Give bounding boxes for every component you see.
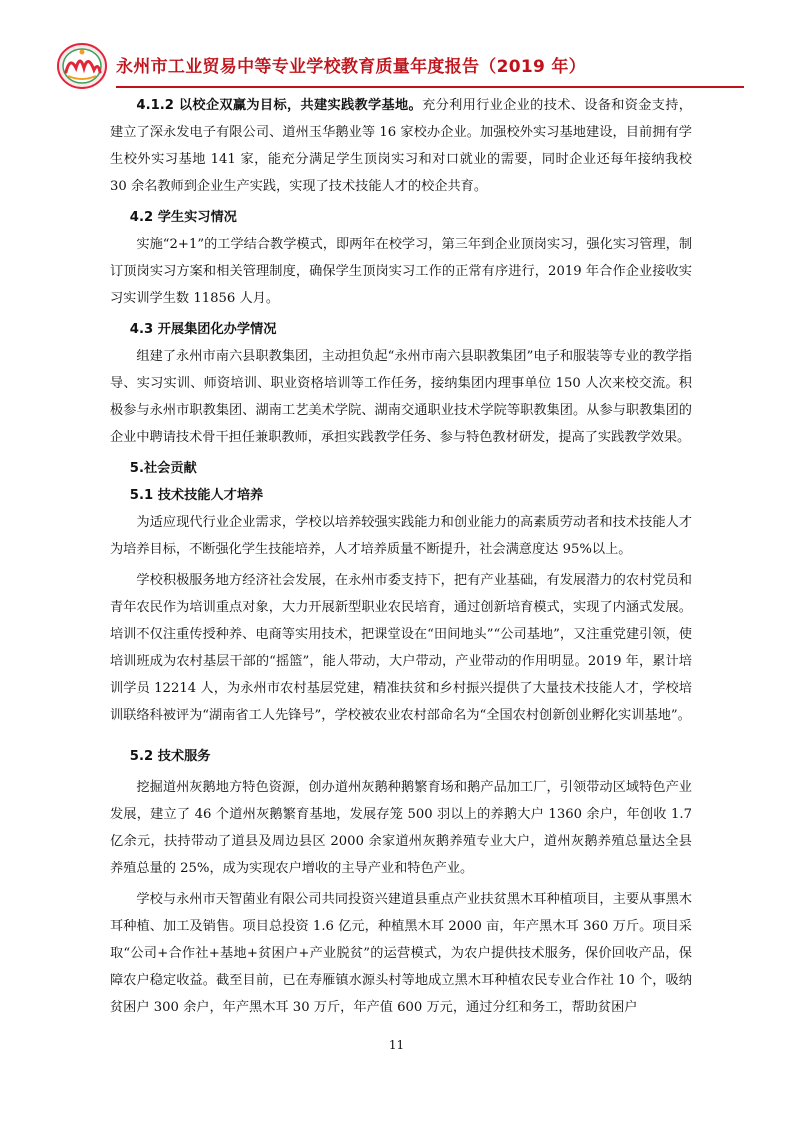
heading-5-1: 5.1 技术技能人才培养 (129, 488, 264, 503)
header-divider (116, 86, 744, 88)
paragraph-goose-industry: 挖掘道州灰鹅地方特色资源，创办道州灰鹅种鹅繁育场和鹅产品加工厂，引领带动区域特色产业发展，建立了 46 个道州灰鹅繁育基地，发展存笼 500 羽以上的养鹅大户 1360 余户，年创收 1.7 亿余元，扶持带动了道县及周边县区 2000 余家道州灰鹅养殖专业大户，道州灰鹅养殖总量达全县养殖总量的 25%，成为实现农户增收的主导产业和特色产业。 (110, 780, 692, 876)
paragraph-talent-training: 为适应现代行业企业需求，学校以培养较强实践能力和创业能力的高素质劳动者和技术技能人才为培养目标，不断强化学生技能培养，人才培养质量不断提升，社会满意度达 95%以上。 (110, 515, 692, 557)
heading-5: 5.社会贡献 (129, 461, 197, 476)
school-emblem-icon (56, 42, 108, 90)
paragraph-fungus-project: 学校与永州市天智菌业有限公司共同投资兴建道县重点产业扶贫黑木耳种植项目，主要从事黑木耳种植、加工及销售。项目总投资 1.6 亿元，种植黑木耳 2000 亩，年产黑木耳 360 万斤。项目采取“公司+合作社+基地+贫困户+产业脱贫”的运营模式，为农户提供技术服务，保价回收产品，保障农户稳定收益。截至目前，已在寿雁镇水源头村等地成立黑木耳种植农民专业合作社 10 个，吸纳贫困户 300 余户，年产黑木耳 30 万斤，年产值 600 万元，通过分红和务工，帮助贫困户 (110, 892, 692, 1015)
paragraph-internship: 实施“2+1”的工学结合教学模式，即两年在校学习，第三年到企业顶岗实习，强化实习管理，制订顶岗实习方案和相关管理制度，确保学生顶岗实习工作的正常有序进行，2019 年合作企业接收实习实训学生数 11856 人月。 (110, 237, 693, 306)
heading-4-3: 4.3 开展集团化办学情况 (129, 322, 277, 337)
page-header (56, 42, 746, 92)
paragraph-group-schooling: 组建了永州市南六县职教集团，主动担负起“永州市南六县职教集团”电子和服装等专业的教学指导、实习实训、师资培训、职业资格培训等工作任务，接纳集团内理事单位 150 人次来校交流。积极参与永州市职教集团、湖南工艺美术学院、湖南交通职业技术学院等职教集团。从参与职教集团的企业中聘请技术骨干担任兼职教师，承担实践教学任务、参与特色教材研发，提高了实践教学效果。 (110, 349, 692, 445)
heading-4-2: 4.2 学生实习情况 (129, 210, 237, 225)
document-body (110, 92, 692, 1021)
paragraph-local-service: 学校积极服务地方经济社会发展，在永州市委支持下，把有产业基础，有发展潜力的农村党员和青年农民作为培训重点对象，大力开展新型职业农民培育，通过创新培育模式，实现了内涵式发展。培训不仅注重传授种养、电商等实用技术，把课堂设在“田间地头”“公司基地”，又注重党建引领，使培训班成为农村基层干部的“摇篮”，能人带动，大户带动，产业带动的作用明显。2019 年，累计培训学员 12214 人，为永州市农村基层党建，精准扶贫和乡村振兴提供了大量技术技能人才，学校培训联络科被评为“湖南省工人先锋号”，学校被农业农村部命名为“全国农村创新创业孵化实训基地”。 (110, 573, 692, 723)
header-title: 永州市工业贸易中等专业学校教育质量年度报告（2019 年） (116, 57, 586, 77)
paragraph-4-1-2 (110, 92, 692, 200)
paragraph-text: 充分利用行业企业的技术、设备和资金支持，建立了深永发电子有限公司、道州玉华鹅业等 16 家校办企业。加强校外实习基地建设，目前拥有学生校外实习基地 141 家，能充分满足学生顶岗实习和对口就业的需要，同时企业还每年接纳我校 30 余名教师到企业生产实践，实现了技术技能人才的校企共育。 (110, 98, 692, 194)
paragraph-lead: 4.1.2 以校企双赢为目标，共建实践教学基地。 (136, 98, 423, 113)
page-number: 11 (388, 1038, 405, 1052)
heading-5-2: 5.2 技术服务 (129, 749, 211, 764)
